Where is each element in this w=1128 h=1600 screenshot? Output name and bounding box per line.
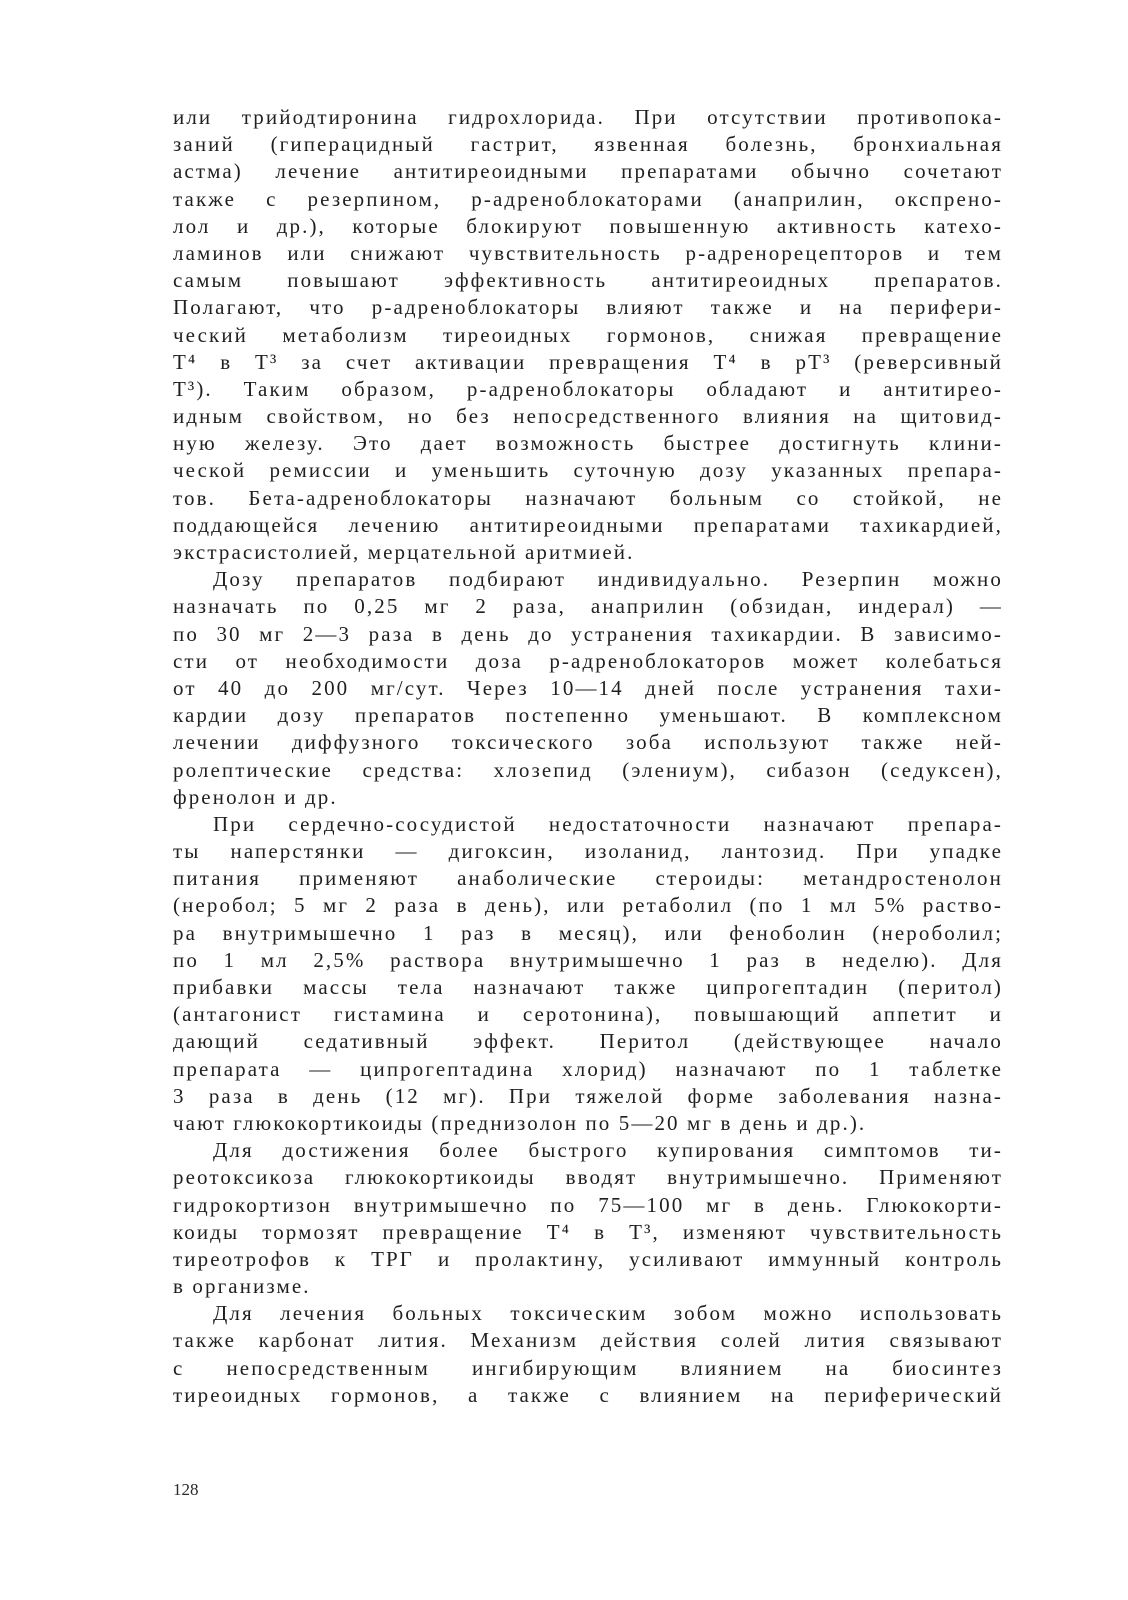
text-line: ную железу. Это дает возможность быстрее достигнуть клини- <box>173 431 1003 456</box>
text-line: Т⁴ в Т³ за счет активации превращения Т⁴ в рТ³ (реверсивный <box>173 349 1003 374</box>
text-line: Т³). Таким образом, р-адреноблокаторы обладают и антитирео- <box>173 376 1003 401</box>
text-line: 3 раза в день (12 мг). При тяжелой форме заболевания назна- <box>173 1083 1003 1108</box>
text-line: Полагают, что р-адреноблокаторы влияют также и на перифери- <box>173 295 1003 320</box>
text-line: заний (гиперацидный гастрит, язвенная болезнь, бронхиальная <box>173 132 1003 157</box>
text-line: тиреотрофов к ТРГ и пролактину, усиливают иммунный контроль <box>173 1246 1003 1271</box>
text-line: реотоксикоза глюкокортикоиды вводят внутримышечно. Применяют <box>173 1165 1003 1190</box>
text-line: ра внутримышечно 1 раз в месяц), или феноболин (нероболил; <box>173 920 1003 945</box>
text-line: экстрасистолией, мерцательной аритмией. <box>173 540 635 564</box>
text-line: сти от необходимости доза р-адреноблокаторов может колебаться <box>173 648 1003 673</box>
text-line: френолон и др. <box>173 784 338 809</box>
text-line: кардии дозу препаратов постепенно уменьшают. В комплексном <box>173 703 1003 728</box>
text-line: также с резерпином, р-адреноблокаторами (анаприлин, окспрено- <box>173 186 1003 211</box>
text-line: препарата — ципрогептадина хлорид) назначают по 1 таблетке <box>173 1056 1003 1081</box>
text-line: назначать по 0,25 мг 2 раза, анаприлин (обзидан, индерал) — <box>173 594 1003 619</box>
text-line: также карбонат лития. Механизм действия солей лития связывают <box>173 1328 1003 1353</box>
text-line: коиды тормозят превращение Т⁴ в Т³, изменяют чувствительность <box>173 1219 1003 1244</box>
text-line: чают глюкокортикоиды (преднизолон по 5—20 мг в день и др.). <box>173 1110 867 1135</box>
text-line: ролептические средства: хлозепид (элениум), сибазон (седуксен), <box>173 757 1003 782</box>
paragraph <box>173 566 1003 811</box>
text-line: тиреоидных гормонов, а также с влиянием на периферический <box>173 1382 1003 1407</box>
text-line: (антагонист гистамина и серотонина), повышающий аппетит и <box>173 1002 1003 1027</box>
text-line: Для лечения больных токсическим зобом можно использовать <box>213 1301 1003 1326</box>
text-line: идным свойством, но без непосредственного влияния на щитовид- <box>173 404 1003 429</box>
text-line: тов. Бета-адреноблокаторы назначают больным со стойкой, не <box>173 485 1003 510</box>
paragraph <box>173 104 1003 566</box>
text-line: или трийодтиронина гидрохлорида. При отсутствии противопока- <box>173 105 1003 129</box>
text-line: астма) лечение антитиреоидными препаратами обычно сочетают <box>173 159 1003 184</box>
text-line: ческой ремиссии и уменьшить суточную дозу указанных препара- <box>173 458 1003 483</box>
page-body <box>173 104 1003 1409</box>
text-line: прибавки массы тела назначают также ципрогептадин (перитол) <box>173 975 1003 999</box>
text-line: (неробол; 5 мг 2 раза в день), или ретаболил (по 1 мл 5% раство- <box>173 893 1003 918</box>
text-line: самым повышают эффективность антитиреоидных препаратов. <box>173 268 1003 293</box>
text-line: с непосредственным ингибирующим влиянием на биосинтез <box>173 1355 1003 1380</box>
text-line: Для достижения более быстрого купирования симптомов ти- <box>213 1138 1003 1163</box>
text-line: При сердечно-сосудистой недостаточности назначают препара- <box>213 811 1003 836</box>
text-line: лол и др.), которые блокируют повышенную активность катехо- <box>173 213 1003 238</box>
paragraph <box>173 1137 1003 1300</box>
paragraph <box>173 811 1003 1137</box>
page-number: 128 <box>173 1480 199 1499</box>
text-line: питания применяют анаболические стероиды: метандростенолон <box>173 866 1003 891</box>
text-line: ческий метаболизм тиреоидных гормонов, снижая превращение <box>173 322 1003 347</box>
text-line: в организме. <box>173 1274 311 1299</box>
text-line: поддающейся лечению антитиреоидными препаратами тахикардией, <box>173 512 1003 537</box>
text-line: Дозу препаратов подбирают индивидуально. Резерпин можно <box>213 567 1003 592</box>
text-line: лечении диффузного токсического зоба используют также ней- <box>173 730 1003 755</box>
text-line: ты наперстянки — дигоксин, изоланид, лантозид. При упадке <box>173 839 1003 864</box>
paragraph <box>173 1300 1003 1409</box>
text-line: от 40 до 200 мг/сут. Через 10—14 дней после устранения тахи- <box>173 675 1003 700</box>
text-line: гидрокортизон внутримышечно по 75—100 мг в день. Глюкокорти- <box>173 1192 1003 1217</box>
text-line: ламинов или снижают чувствительность р-адренорецепторов и тем <box>173 240 1003 265</box>
text-line: дающий седативный эффект. Перитол (действующее начало <box>173 1029 1003 1054</box>
text-line: по 30 мг 2—3 раза в день до устранения тахикардии. В зависимо- <box>173 621 1003 646</box>
text-line: по 1 мл 2,5% раствора внутримышечно 1 раз в неделю). Для <box>173 947 1003 972</box>
